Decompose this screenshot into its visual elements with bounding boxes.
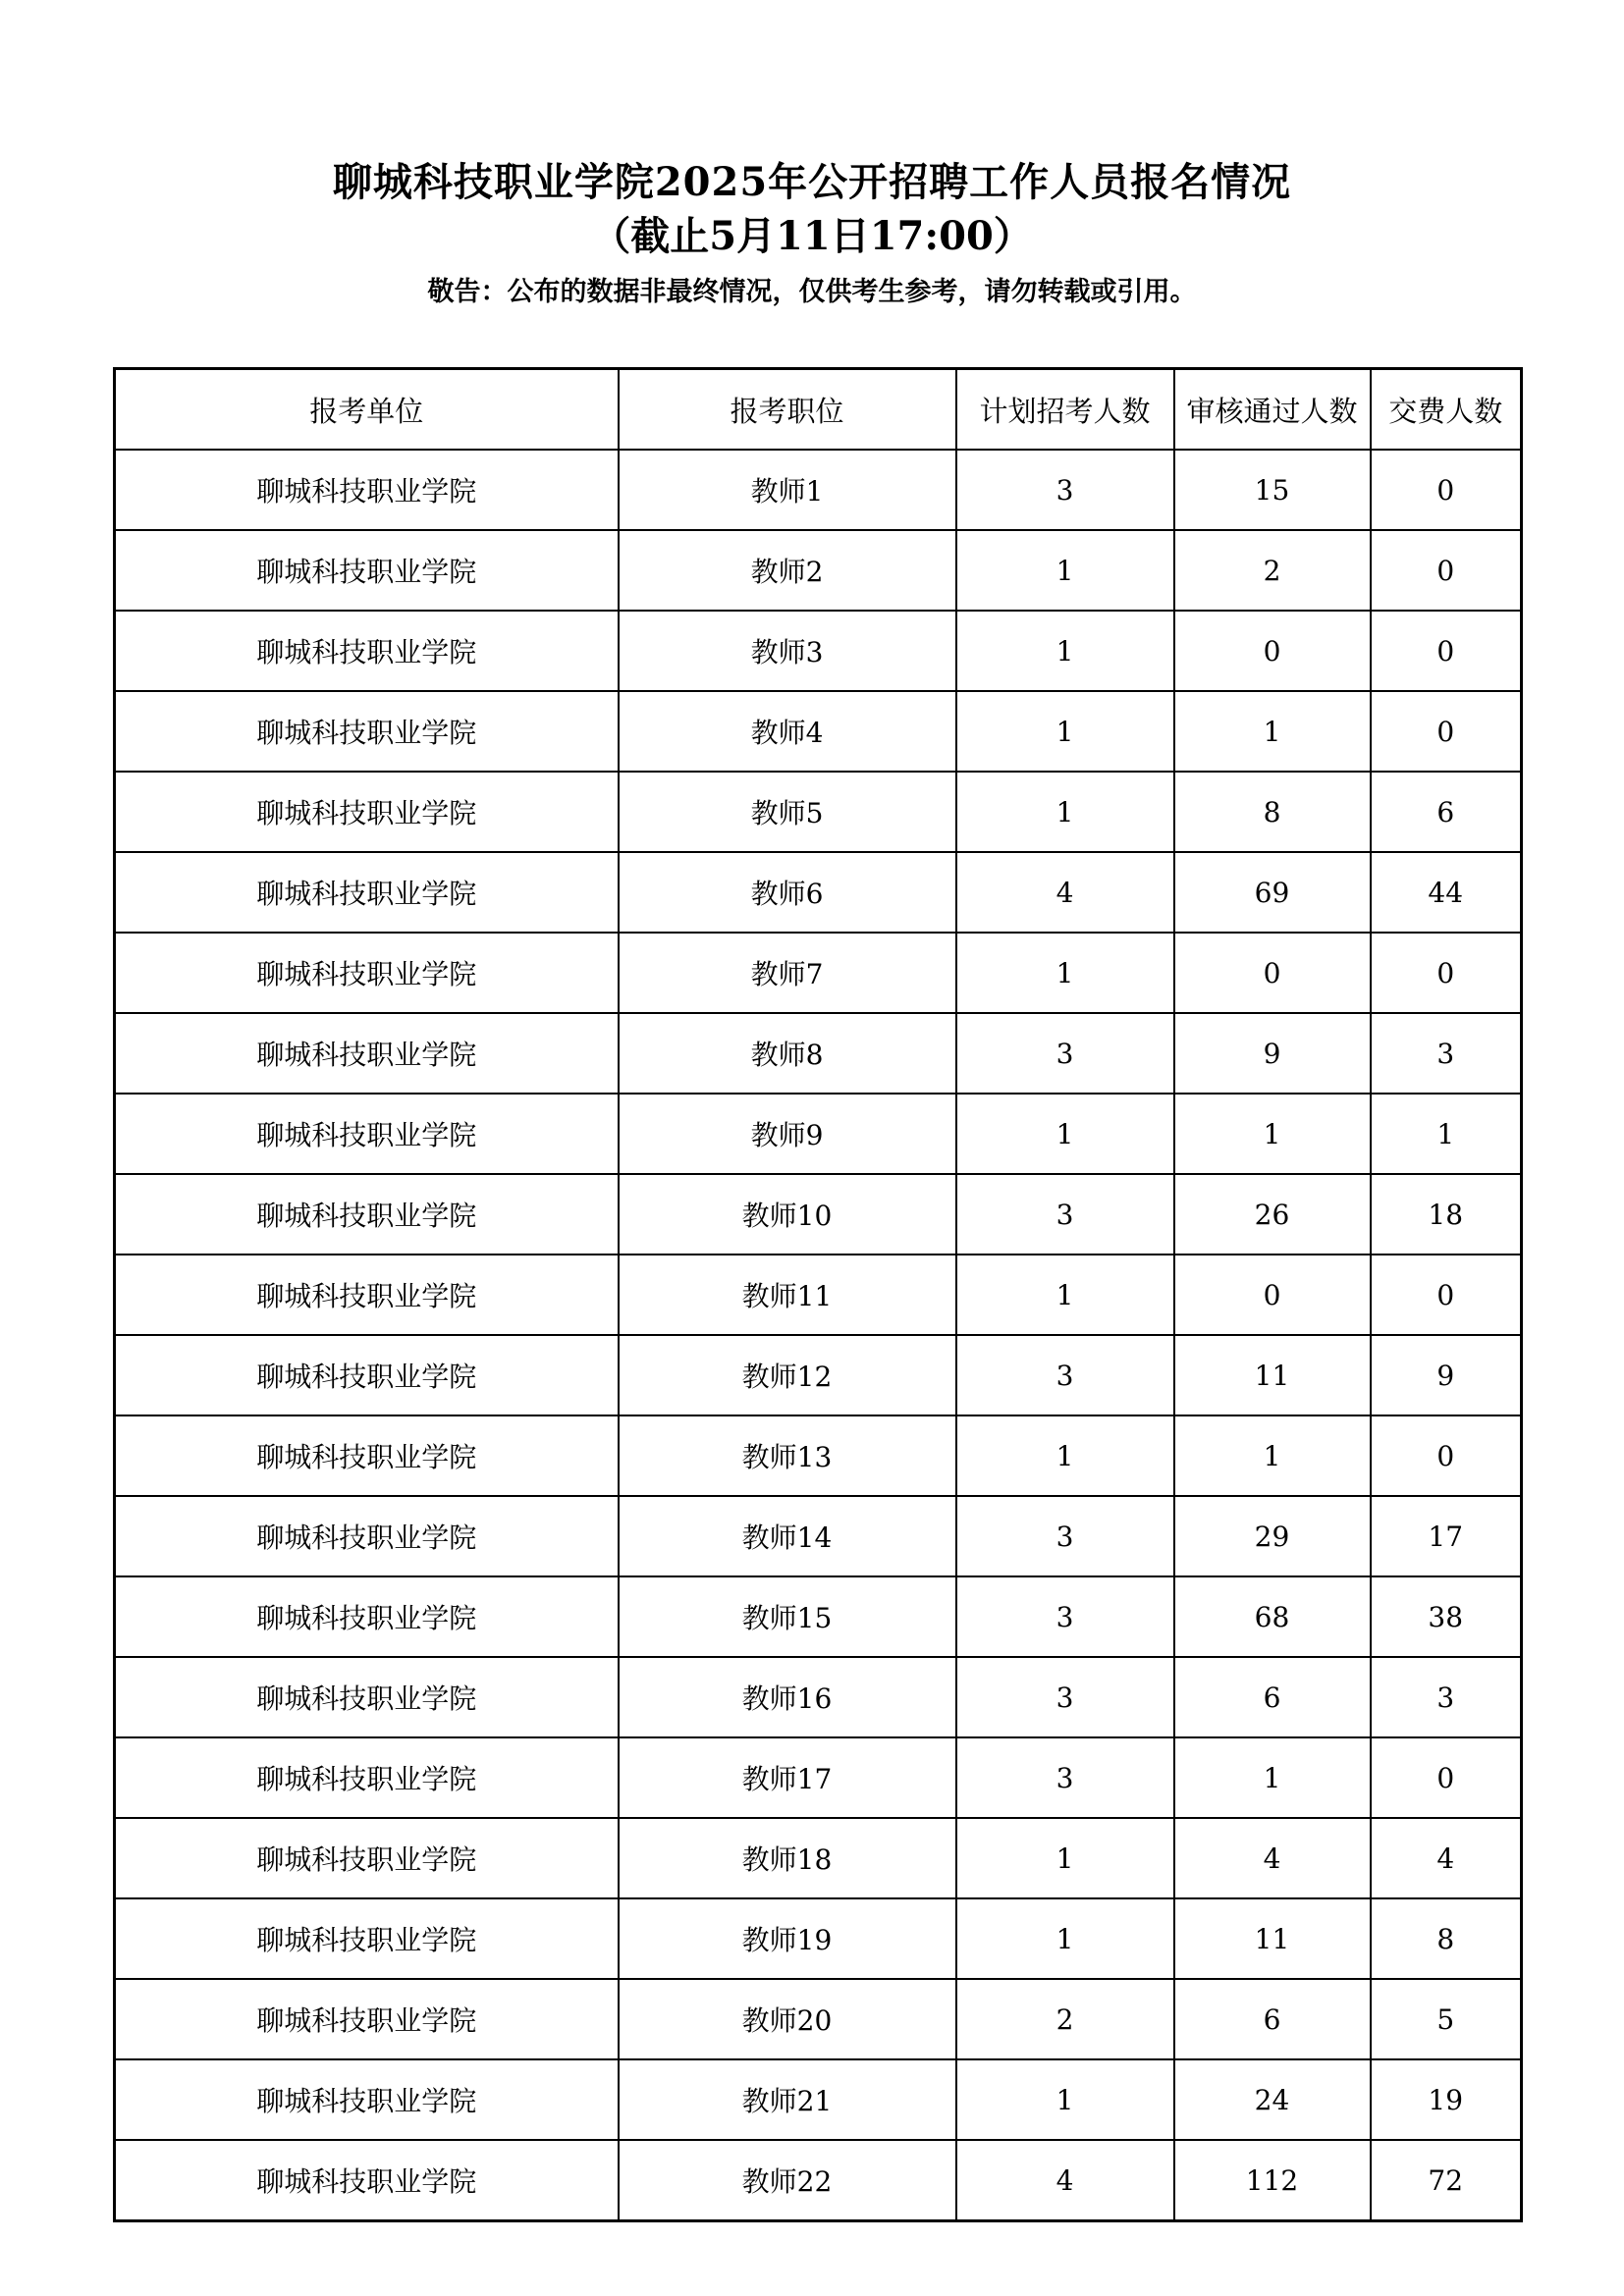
- cell-approved: 15: [1174, 450, 1371, 530]
- cell-planned: 1: [956, 1898, 1174, 1979]
- cell-unit: 聊城科技职业学院: [115, 1415, 619, 1496]
- table-row: [115, 1094, 1522, 1174]
- cell-approved: 11: [1174, 1898, 1371, 1979]
- cell-approved: 11: [1174, 1335, 1371, 1415]
- cell-approved: 29: [1174, 1496, 1371, 1576]
- cell-approved: 26: [1174, 1174, 1371, 1255]
- table-row: [115, 1335, 1522, 1415]
- cell-approved: 0: [1174, 933, 1371, 1013]
- cell-approved: 24: [1174, 2059, 1371, 2140]
- table-row: [115, 1415, 1522, 1496]
- cell-paid: 4: [1371, 1818, 1522, 1898]
- cell-unit: 聊城科技职业学院: [115, 1737, 619, 1818]
- cell-planned: 1: [956, 933, 1174, 1013]
- cell-approved: 9: [1174, 1013, 1371, 1094]
- cell-planned: 1: [956, 530, 1174, 611]
- cell-paid: 8: [1371, 1898, 1522, 1979]
- cell-approved: 6: [1174, 1979, 1371, 2059]
- cell-unit: 聊城科技职业学院: [115, 1255, 619, 1335]
- cell-approved: 4: [1174, 1818, 1371, 1898]
- cell-unit: 聊城科技职业学院: [115, 1818, 619, 1898]
- cell-paid: 6: [1371, 772, 1522, 852]
- cell-unit: 聊城科技职业学院: [115, 1979, 619, 2059]
- table-row: [115, 852, 1522, 933]
- table-row: [115, 1657, 1522, 1737]
- cell-position: 教师21: [619, 2059, 956, 2140]
- cell-position: 教师17: [619, 1737, 956, 1818]
- cell-position: 教师14: [619, 1496, 956, 1576]
- cell-unit: 聊城科技职业学院: [115, 852, 619, 933]
- cell-planned: 1: [956, 611, 1174, 691]
- cell-position: 教师5: [619, 772, 956, 852]
- cell-paid: 0: [1371, 530, 1522, 611]
- cell-planned: 4: [956, 852, 1174, 933]
- table-row: [115, 2059, 1522, 2140]
- cell-paid: 3: [1371, 1657, 1522, 1737]
- cell-unit: 聊城科技职业学院: [115, 530, 619, 611]
- cell-approved: 8: [1174, 772, 1371, 852]
- document-subtitle: （截止5月11日17:00）: [591, 213, 1033, 259]
- cell-paid: 1: [1371, 1094, 1522, 1174]
- cell-paid: 0: [1371, 450, 1522, 530]
- cell-position: 教师7: [619, 933, 956, 1013]
- cell-unit: 聊城科技职业学院: [115, 691, 619, 772]
- cell-paid: 9: [1371, 1335, 1522, 1415]
- cell-unit: 聊城科技职业学院: [115, 1013, 619, 1094]
- header-approved: 审核通过人数: [1174, 369, 1371, 451]
- cell-unit: 聊城科技职业学院: [115, 1576, 619, 1657]
- cell-position: 教师10: [619, 1174, 956, 1255]
- table-row: [115, 611, 1522, 691]
- cell-position: 教师11: [619, 1255, 956, 1335]
- cell-paid: 0: [1371, 1737, 1522, 1818]
- cell-paid: 0: [1371, 1415, 1522, 1496]
- cell-unit: 聊城科技职业学院: [115, 1496, 619, 1576]
- cell-position: 教师2: [619, 530, 956, 611]
- cell-paid: 3: [1371, 1013, 1522, 1094]
- table-body: [115, 450, 1522, 2221]
- cell-position: 教师6: [619, 852, 956, 933]
- cell-approved: 0: [1174, 611, 1371, 691]
- cell-paid: 18: [1371, 1174, 1522, 1255]
- cell-paid: 5: [1371, 1979, 1522, 2059]
- cell-approved: 69: [1174, 852, 1371, 933]
- cell-unit: 聊城科技职业学院: [115, 1898, 619, 1979]
- table-row: [115, 1818, 1522, 1898]
- cell-position: 教师16: [619, 1657, 956, 1737]
- table-row: [115, 933, 1522, 1013]
- cell-approved: 0: [1174, 1255, 1371, 1335]
- table-row: [115, 450, 1522, 530]
- table-row: [115, 691, 1522, 772]
- cell-planned: 3: [956, 450, 1174, 530]
- cell-planned: 1: [956, 1415, 1174, 1496]
- table-row: [115, 1496, 1522, 1576]
- cell-position: 教师20: [619, 1979, 956, 2059]
- cell-paid: 72: [1371, 2140, 1522, 2221]
- cell-position: 教师9: [619, 1094, 956, 1174]
- cell-planned: 4: [956, 2140, 1174, 2221]
- notice-text: 敬告：公布的数据非最终情况，仅供考生参考，请勿转载或引用。: [427, 277, 1197, 307]
- cell-planned: 3: [956, 1496, 1174, 1576]
- cell-planned: 1: [956, 1255, 1174, 1335]
- cell-planned: 1: [956, 1818, 1174, 1898]
- cell-unit: 聊城科技职业学院: [115, 611, 619, 691]
- cell-position: 教师19: [619, 1898, 956, 1979]
- cell-approved: 1: [1174, 1737, 1371, 1818]
- cell-paid: 0: [1371, 691, 1522, 772]
- cell-position: 教师4: [619, 691, 956, 772]
- cell-position: 教师8: [619, 1013, 956, 1094]
- table-row: [115, 1576, 1522, 1657]
- cell-position: 教师12: [619, 1335, 956, 1415]
- cell-paid: 0: [1371, 933, 1522, 1013]
- cell-unit: 聊城科技职业学院: [115, 1657, 619, 1737]
- table-row: [115, 2140, 1522, 2221]
- cell-unit: 聊城科技职业学院: [115, 1094, 619, 1174]
- cell-planned: 3: [956, 1174, 1174, 1255]
- cell-planned: 2: [956, 1979, 1174, 2059]
- cell-position: 教师18: [619, 1818, 956, 1898]
- cell-approved: 112: [1174, 2140, 1371, 2221]
- table-row: [115, 772, 1522, 852]
- table-header-row: [115, 369, 1522, 451]
- cell-unit: 聊城科技职业学院: [115, 1174, 619, 1255]
- cell-position: 教师1: [619, 450, 956, 530]
- cell-paid: 0: [1371, 1255, 1522, 1335]
- cell-position: 教师13: [619, 1415, 956, 1496]
- cell-planned: 1: [956, 1094, 1174, 1174]
- cell-unit: 聊城科技职业学院: [115, 1335, 619, 1415]
- cell-approved: 68: [1174, 1576, 1371, 1657]
- cell-approved: 1: [1174, 1415, 1371, 1496]
- cell-paid: 17: [1371, 1496, 1522, 1576]
- cell-approved: 6: [1174, 1657, 1371, 1737]
- cell-planned: 3: [956, 1576, 1174, 1657]
- cell-paid: 0: [1371, 611, 1522, 691]
- cell-unit: 聊城科技职业学院: [115, 933, 619, 1013]
- cell-planned: 3: [956, 1013, 1174, 1094]
- table-row: [115, 1737, 1522, 1818]
- cell-paid: 38: [1371, 1576, 1522, 1657]
- cell-planned: 3: [956, 1335, 1174, 1415]
- header-unit: 报考单位: [115, 369, 619, 451]
- document-title: 聊城科技职业学院2025年公开招聘工作人员报名情况: [332, 159, 1292, 205]
- cell-planned: 1: [956, 2059, 1174, 2140]
- cell-approved: 1: [1174, 1094, 1371, 1174]
- cell-planned: 1: [956, 772, 1174, 852]
- cell-unit: 聊城科技职业学院: [115, 450, 619, 530]
- table-row: [115, 1979, 1522, 2059]
- table-row: [115, 1174, 1522, 1255]
- cell-planned: 1: [956, 691, 1174, 772]
- table-row: [115, 1013, 1522, 1094]
- header-paid: 交费人数: [1371, 369, 1522, 451]
- cell-position: 教师3: [619, 611, 956, 691]
- cell-unit: 聊城科技职业学院: [115, 772, 619, 852]
- cell-planned: 3: [956, 1737, 1174, 1818]
- cell-planned: 3: [956, 1657, 1174, 1737]
- cell-paid: 19: [1371, 2059, 1522, 2140]
- cell-paid: 44: [1371, 852, 1522, 933]
- header-planned: 计划招考人数: [956, 369, 1174, 451]
- header-position: 报考职位: [619, 369, 956, 451]
- table-row: [115, 1255, 1522, 1335]
- cell-position: 教师15: [619, 1576, 956, 1657]
- table-row: [115, 1898, 1522, 1979]
- cell-approved: 2: [1174, 530, 1371, 611]
- cell-unit: 聊城科技职业学院: [115, 2140, 619, 2221]
- cell-unit: 聊城科技职业学院: [115, 2059, 619, 2140]
- cell-approved: 1: [1174, 691, 1371, 772]
- cell-position: 教师22: [619, 2140, 956, 2221]
- registration-table: [113, 367, 1523, 2222]
- table-row: [115, 530, 1522, 611]
